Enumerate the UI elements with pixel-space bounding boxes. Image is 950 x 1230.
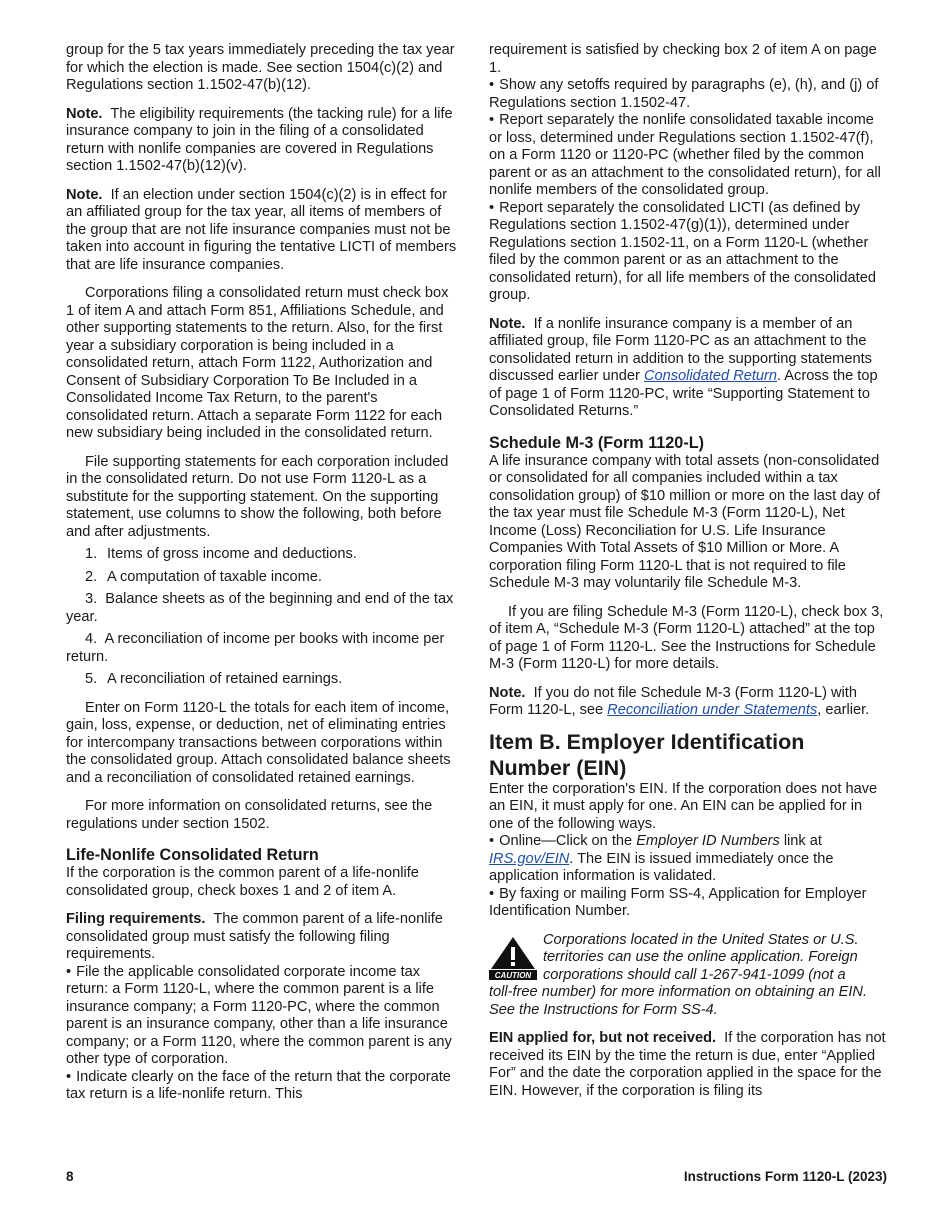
paragraph: group for the 5 tax years immediately preceding the tax year for which the election is made. See section 1504(c)(2) and Regulations section 1.1502-47(b)(12). — [66, 42, 455, 93]
note-text: . Across the top of page 1 of Form 1120-PC, write “Supporting Statement to Consolidated Returns.” — [489, 368, 878, 419]
paragraph: If you are filing Schedule M-3 (Form 1120-L), check box 3, of item A, “Schedule M-3 (Form 1120-L) attached” at the top of page 1 of Form 1120-L. See the Instructions for Schedule M-3 (Form 1120-L) for more details. — [489, 603, 884, 672]
right-column — [489, 42, 887, 1100]
note-paragraph — [66, 187, 460, 275]
bullet-text: . The EIN is issued immediately once the application information is validated. — [489, 850, 834, 884]
list-text: A computation of taxable income. — [107, 568, 322, 585]
bullet-item: • Report separately the nonlife consolidated taxable income or loss, determined under Regulations section 1.1502-47(f), on a Form 1120 or 1120-PC (whether filed by the common parent or as an attachment to the consolidated return), for all nonlife members of the consolidated group. — [489, 112, 887, 200]
paragraph: requirement is satisfied by checking box 2 of item A on page 1. — [489, 42, 877, 76]
bullet-text: link at — [783, 833, 822, 849]
paragraph: Enter the corporation's EIN. If the corporation does not have an EIN, it must apply for one. An EIN can be applied for in one of the following ways. — [489, 780, 878, 832]
list-number: 3. — [85, 591, 98, 607]
note-text: The eligibility requirements (the tacking rule) for a life insurance company to join in the filing of a consolidated return with nonlife companies are covered in Regulations section 1.1502-47(b)(12)(v). — [66, 105, 453, 174]
bullet-item: • Indicate clearly on the face of the return that the corporate tax return is a life-nonlife return. This — [66, 1069, 460, 1104]
list-number: 1. — [85, 546, 98, 562]
list-text: A reconciliation of retained earnings. — [107, 671, 343, 687]
list-item — [66, 591, 460, 626]
paragraph: For more information on consolidated returns, see the regulations under section 1502. — [66, 798, 433, 832]
section-heading: Life-Nonlife Consolidated Return — [66, 846, 319, 864]
note-paragraph — [489, 685, 887, 720]
filing-paragraph — [66, 911, 460, 964]
ein-applied-text: If the corporation has not received its EIN by the time the return is due, enter “Applied For” and the date the corporation applied in the space for the EIN. However, if the corporation is filing its — [489, 1030, 886, 1099]
note-label: Note. — [66, 105, 103, 122]
note-text: If an election under section 1504(c)(2) is in effect for an affiliated group for the tax year, all items of members of the group that are not life insurance companies must not be taken into account in figuring the tentative LICTI of members that are life insurance companies. — [66, 186, 457, 273]
note-text: , earlier. — [817, 702, 870, 718]
bullet-item: • Report separately the consolidated LICTI (as defined by Regulations section 1.1502-47(g)(1)), determined under Regulations section 1.1502-11, on a Form 1120-L (whether filed by the common parent or as an attachment to the consolidated return), for all life members of the consolidated group. — [489, 200, 887, 305]
caution-text: toll-free number) for more information on obtaining an EIN. See the Instructions for Form SS-4. — [489, 984, 867, 1018]
caution-box — [489, 932, 887, 1020]
bullet-item: • By faxing or mailing Form SS-4, Application for Employer Identification Number. — [489, 886, 887, 921]
note-text: If you do not file Schedule M-3 (Form 1120-L) with Form 1120-L, see — [489, 684, 857, 718]
ein-applied-label: EIN applied for, but not received. — [489, 1030, 717, 1046]
bullet-text: Online—Click on the — [499, 833, 633, 849]
list-number: 5. — [85, 671, 98, 687]
note-label: Note. — [489, 315, 526, 332]
bullet-item: • Show any setoffs required by paragraphs (e), (h), and (j) of Regulations section 1.1502-47. — [489, 77, 887, 112]
paragraph: If the corporation is the common parent of a life-nonlife consolidated group, check boxes 1 and 2 of item A. — [66, 865, 419, 899]
consolidated-return-link[interactable]: Consolidated Return — [643, 368, 777, 384]
paragraph: File supporting statements for each corporation included in the consolidated return. Do not use Form 1120-L as a substitute for the supporting statement. On the supporting statement, use columns to show the following, both before and after adjustments. — [66, 453, 449, 540]
list-item — [66, 631, 460, 666]
paragraph: Enter on Form 1120-L the totals for each item of income, gain, loss, expense, or deduction, net of eliminating entries for intercompany transactions between corporations within the consolidated group. Attach consolidated balance sheets and a reconciliation of consolidated retained earnings. — [66, 699, 451, 786]
reconciliation-link[interactable]: Reconciliation under Statements — [607, 702, 818, 718]
list-item — [66, 569, 460, 587]
list-number: 2. — [85, 568, 98, 585]
note-text: If a nonlife insurance company is a member of an affiliated group, file Form 1120-PC as an attachment to the consolidated return in addition to the supporting statements discussed earlier under — [489, 315, 872, 384]
list-item — [66, 671, 460, 689]
ein-applied-paragraph — [489, 1030, 887, 1100]
page-number: 8 — [66, 1169, 74, 1184]
list-text: A reconciliation of income per books with income per return. — [66, 631, 445, 665]
caution-label: CAUTION — [494, 970, 532, 980]
section-heading: Schedule M-3 (Form 1120-L) — [489, 433, 704, 452]
note-paragraph — [66, 106, 460, 176]
irs-ein-link[interactable]: IRS.gov/EIN — [489, 850, 570, 867]
bullet-item: • File the applicable consolidated corporate income tax return: a Form 1120-L, where the common parent is a life insurance company; a Form 1120-PC, where the common parent is an insurance company, other than a life insurance company; or a Form 1120, where the common parent is any other type of corporation. — [66, 964, 460, 1069]
bullet-item — [489, 833, 887, 886]
employer-id-text: Employer ID Numbers — [636, 833, 780, 849]
note-label: Note. — [66, 186, 103, 203]
left-column — [66, 42, 460, 1104]
list-text: Balance sheets as of the beginning and end of the tax year. — [66, 591, 454, 625]
note-label: Note. — [489, 684, 526, 701]
filing-text: The common parent of a life-nonlife consolidated group must satisfy the following filing requirements. — [66, 911, 443, 962]
item-heading: Item B. Employer Identification Number (EIN) — [489, 729, 805, 780]
list-item — [66, 546, 460, 564]
form-title: Instructions Form 1120-L (2023) — [683, 1169, 887, 1184]
paragraph: Corporations filing a consolidated return must check box 1 of item A and attach Form 851, Affiliations Schedule, and other supporting statements to the return. Also, for the first year a subsidiary corporation is being included in a consolidated return, attach Form 1122, Authorization and Consent of Subsidiary Corporation To Be Included in a Consolidated Income Tax Return, to the parent's consolidated return. Attach a separate Form 1122 for each new subsidiary being included in the consolidated return. — [66, 285, 449, 441]
paragraph: A life insurance company with total assets (non-consolidated or consolidated for all companies included within a tax consolidation group) of $10 million or more on the last day of the tax year must file Schedule M-3 (Form 1120-L), Net Income (Loss) Reconciliation for U.S. Life Insurance Companies With Total Assets of $10 Million or More. A corporation filing Form 1120-L that is not required to file Schedule M-3 may voluntarily file Schedule M-3. — [489, 452, 881, 591]
caution-icon — [489, 936, 537, 980]
note-paragraph — [489, 316, 887, 421]
filing-label: Filing requirements. — [66, 911, 206, 927]
caution-text: Corporations located in the United States or U.S. territories can use the online application. Foreign corporations should call 1-267-941-1099 (not a — [543, 931, 859, 983]
list-text: Items of gross income and deductions. — [107, 546, 357, 562]
list-number: 4. — [85, 631, 98, 647]
